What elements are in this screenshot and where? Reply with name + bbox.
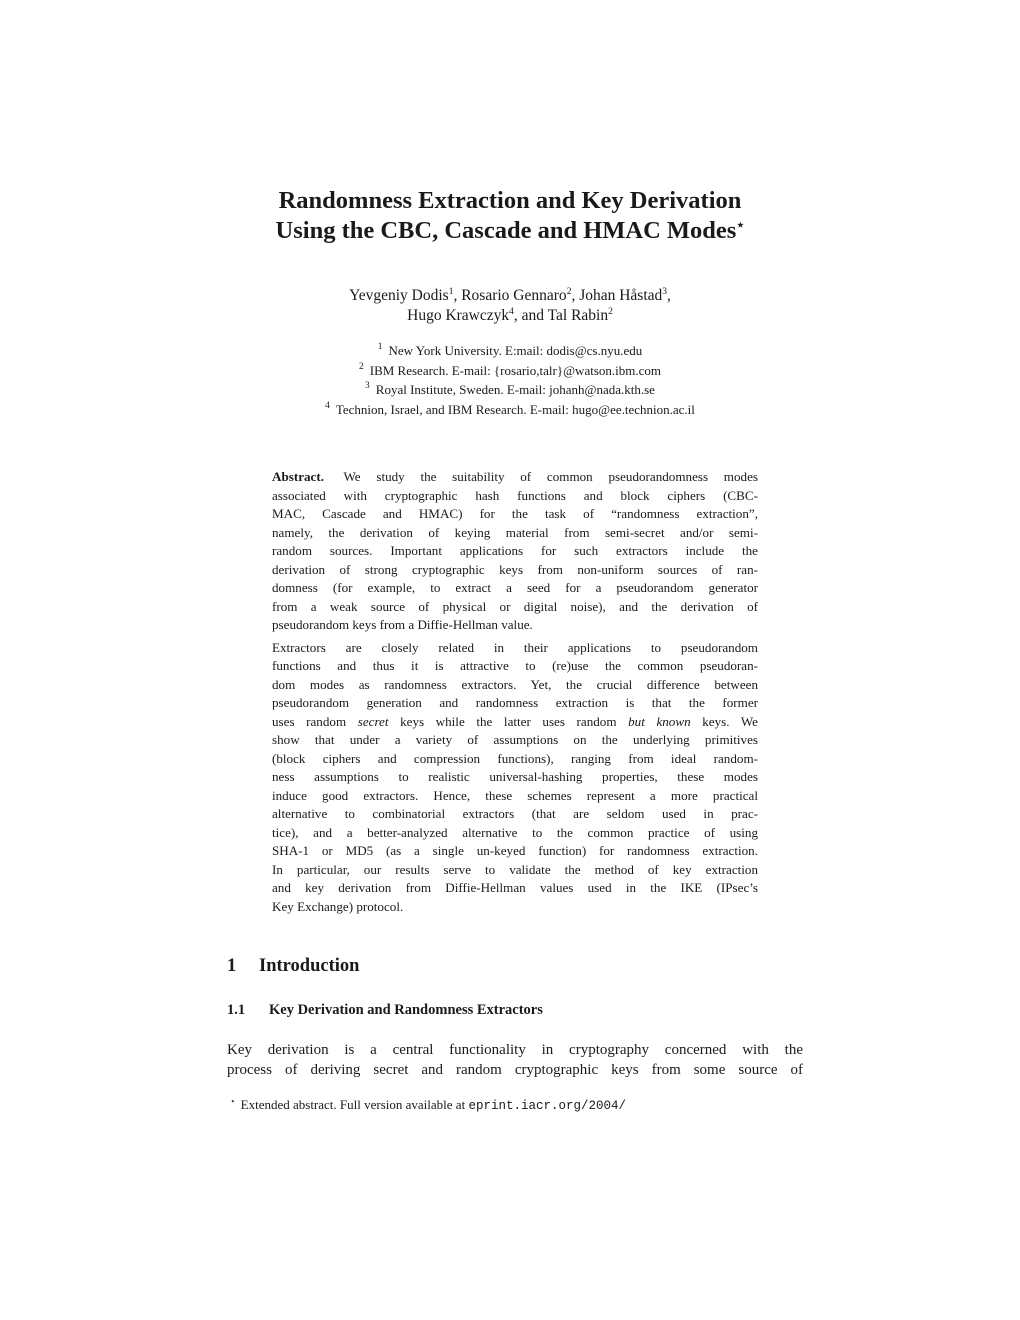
affiliation: $^4$ Technion, Israel, and IBM Research. E-mail: hugo@ee.technion.ac.il bbox=[325, 400, 695, 417]
footnote-url[interactable]: eprint.iacr.org/2004/ bbox=[468, 1099, 626, 1113]
author: Tal Rabin bbox=[547, 307, 609, 324]
affiliation: $^3$ Royal Institute, Sweden. E-mail: johanh@nada.kth.se bbox=[365, 381, 655, 397]
affiliations bbox=[0, 341, 1020, 419]
title-line-2: Using the CBC, Cascade and HMAC Modes⋆ bbox=[275, 217, 745, 244]
title-footnote-mark: ⋆ bbox=[736, 217, 745, 232]
paper-title bbox=[0, 186, 1020, 246]
footnote: ⋆ Extended abstract. Full version available at eprint.iacr.org/2004/ bbox=[230, 1096, 626, 1113]
affiliation: $^2$ IBM Research. E-mail: {rosario,talr}@watson.ibm.com bbox=[359, 361, 661, 378]
author: Johan Håstad bbox=[579, 287, 663, 304]
abstract-paragraph-2: Extractors are closely related in their applications to pseudorandom functions and thus it is attractive to (re)use the common pseudoran- dom modes as randomness extractors. Yet, the crucial difference between pseudorandom generation and randomness extraction is that the former uses random secret keys while the latter uses random but known keys. We show that under a variety of assumptions on the underlying primitives (block ciphers and compression functions), ranging from ideal random- ness assumptions to realistic universal-hashing properties, these modes induce good extractors. Hence, these schemes represent a more practical alternative to combinatorial extractors (that are seldom used in prac- tice), and a better-analyzed alternative to the common practice of using SHA-1 or MD5 (as a single un-keyed function) for randomness extraction. In particular, our results serve to validate the method of key extraction and key derivation from Diffie-Hellman values used in the IKE (IPsec’s Key Exchange) protocol. bbox=[272, 639, 758, 914]
author-list: Yevgeniy Dodis$^1$, Rosario Gennaro$^2$, Johan Håstad$^3$, Hugo Krawczyk$^4$, and Tal Rabin$^2$ bbox=[349, 287, 671, 324]
author: Rosario Gennaro bbox=[461, 287, 567, 304]
abstract bbox=[272, 468, 758, 916]
affiliation: $^1$ New York University. E:mail: dodis@cs.nyu.edu bbox=[377, 342, 643, 358]
body-text: Key derivation is a central functionality in cryptography concerned with the process of deriving secret and random cryptographic keys from some source of bbox=[227, 1042, 803, 1078]
author: Hugo Krawczyk bbox=[407, 307, 510, 324]
section-heading bbox=[227, 956, 359, 977]
author: Yevgeniy Dodis bbox=[349, 287, 449, 304]
section-title: Introduction bbox=[259, 956, 360, 976]
subsection-title: Key Derivation and Randomness Extractors bbox=[269, 1002, 543, 1018]
abstract-label: Abstract. bbox=[272, 469, 324, 484]
footnote-mark: ⋆ bbox=[230, 1096, 236, 1106]
subsection-heading bbox=[227, 1002, 543, 1019]
title-line-1: Randomness Extraction and Key Derivation bbox=[278, 187, 742, 214]
abstract-paragraph-1: Abstract. We study the suitability of common pseudorandomness modes associated with cryptographic hash functions and block ciphers (CBC- MAC, Cascade and HMAC) for the task of “randomness extraction”, namely, the derivation of keying material from semi-secret and/or semi- random sources. Important applications for such extractors include the derivation of strong cryptographic keys from non-uniform sources of ran- domness (for example, to extract a seed for a pseudorandom generator from a weak source of physical or digital noise), and the derivation of pseudorandom keys from a Diffie-Hellman value. bbox=[272, 469, 758, 632]
subsection-number: 1.1 bbox=[227, 1002, 246, 1018]
section-number: 1 bbox=[227, 956, 237, 976]
